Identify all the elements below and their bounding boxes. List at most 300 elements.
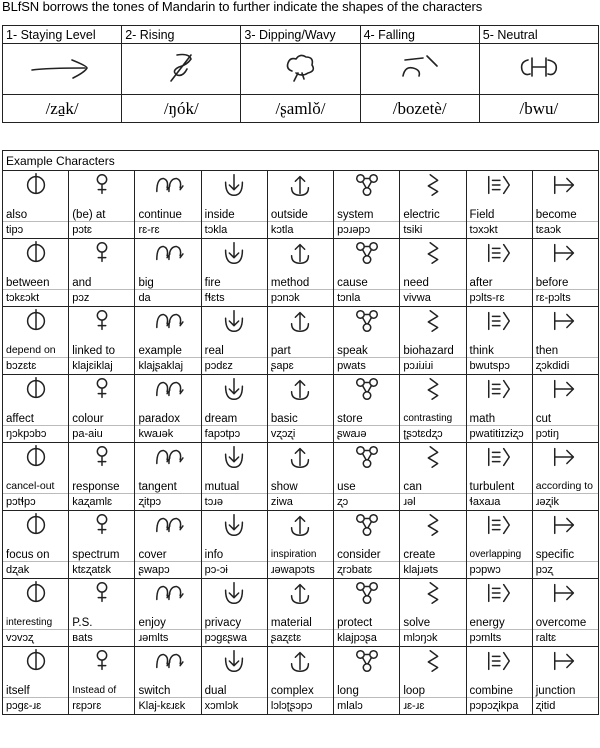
character-pronunciation: pɔtɛ [69,222,135,239]
character-glyph-icon [548,511,582,539]
character-pronunciation: bɔzɛtɛ [3,358,69,375]
character-glyph-cell [201,579,267,613]
character-glyph-cell [532,375,598,409]
character-glyph-icon [217,239,251,267]
character-meaning: speak [334,340,400,358]
character-pronunciation: pɔtiŋ [532,426,598,443]
character-glyph-cell [135,171,201,205]
character-meaning: example [135,340,201,358]
character-meaning: overcome [532,612,598,630]
character-glyph-cell [69,579,135,613]
character-glyph-cell [466,171,532,205]
character-glyph-icon [85,307,119,335]
character-glyph-cell [400,171,466,205]
character-glyph-icon [283,579,317,607]
character-meaning: real [201,340,267,358]
character-meaning: specific [532,544,598,562]
character-glyph-cell [267,511,333,545]
character-pronunciation: bwutspɔ [466,358,532,375]
character-glyph-cell [3,443,69,477]
character-glyph-cell [400,375,466,409]
character-meaning: long [334,680,400,698]
character-glyph-cell [400,579,466,613]
character-glyph-cell [135,239,201,273]
character-meaning: contrasting [400,408,466,426]
character-glyph-icon [482,647,516,675]
character-pronunciation: ziwa [267,494,333,511]
character-meaning: after [466,272,532,290]
character-meaning: Instead of [69,680,135,698]
character-glyph-icon [482,511,516,539]
character-pronunciation: ʈʂɔtɛdʐɔ [400,426,466,443]
character-meaning: system [334,204,400,222]
character-glyph-icon [416,443,450,471]
character-meaning: math [466,408,532,426]
character-glyph-cell [267,307,333,341]
character-glyph-icon [283,307,317,335]
character-pronunciation: vʐɔʐi [267,426,333,443]
character-meaning: cut [532,408,598,426]
character-glyph-cell [267,171,333,205]
character-glyph-icon [151,443,185,471]
meaning-row [3,340,599,358]
character-meaning: create [400,544,466,562]
character-glyph-icon [283,647,317,675]
character-pronunciation: ʐitpɔ [135,494,201,511]
character-glyph-icon [151,171,185,199]
character-glyph-cell [334,511,400,545]
character-glyph-icon [482,579,516,607]
pronunciation-row [3,426,599,443]
character-pronunciation: pɔgɛ-ɹɛ [3,698,69,715]
tone-ipa: /za̠k/ [3,95,122,123]
character-glyph-cell [532,307,598,341]
character-pronunciation: tsiki [400,222,466,239]
character-pronunciation: pwatitiɪzɨʐɔ [466,426,532,443]
character-glyph-icon [85,443,119,471]
character-glyph-icon [85,511,119,539]
character-pronunciation: tɔnla [334,290,400,307]
character-pronunciation: pɔ-ɔɨ [201,562,267,579]
character-glyph-cell [135,511,201,545]
character-pronunciation: tɔkla [201,222,267,239]
tone-header: 5- Neutral [479,26,598,44]
character-glyph-cell [201,375,267,409]
character-glyph-icon [416,239,450,267]
character-glyph-icon [151,579,185,607]
character-glyph-icon [85,579,119,607]
character-pronunciation: pɔnɔk [267,290,333,307]
character-glyph-icon [217,511,251,539]
character-glyph-icon [482,443,516,471]
character-meaning: electric [400,204,466,222]
character-pronunciation: ʐitid [532,698,598,715]
character-glyph-cell [400,511,466,545]
character-glyph-icon [151,511,185,539]
character-pronunciation: kɔtla [267,222,333,239]
character-glyph-cell [201,171,267,205]
meaning-row [3,408,599,426]
character-glyph-icon [19,443,53,471]
character-meaning: continue [135,204,201,222]
tone-header: 3- Dipping/Wavy [241,26,360,44]
character-glyph-cell [69,511,135,545]
character-pronunciation: ʐɔkdidi [532,358,598,375]
character-glyph-cell [532,171,598,205]
character-meaning: info [201,544,267,562]
character-glyph-cell [267,647,333,681]
character-glyph-cell [3,171,69,205]
character-glyph-icon [19,375,53,403]
character-meaning: dream [201,408,267,426]
character-glyph-cell [334,647,400,681]
character-pronunciation: pɔʐ [532,562,598,579]
tone-header: 4- Falling [360,26,479,44]
character-glyph-cell [69,443,135,477]
character-meaning: biohazard [400,340,466,358]
character-glyph-icon [85,239,119,267]
character-glyph-cell [466,307,532,341]
character-glyph-cell [466,239,532,273]
character-meaning: enjoy [135,612,201,630]
character-glyph-icon [482,239,516,267]
character-glyph-icon [85,375,119,403]
character-pronunciation: tɔɹə [201,494,267,511]
character-meaning: energy [466,612,532,630]
character-pronunciation: klajɛiklaj [69,358,135,375]
pronunciation-row [3,290,599,307]
pronunciation-row [3,358,599,375]
character-glyph-cell [3,579,69,613]
character-meaning: response [69,476,135,494]
character-glyph-icon [350,239,384,267]
character-pronunciation: raltɛ [532,630,598,647]
character-glyph-cell [532,647,598,681]
tone-dipping-glyph [280,51,320,83]
character-pronunciation: lɔlɔʈʂɔpɔ [267,698,333,715]
character-glyph-icon [416,579,450,607]
character-glyph-cell [201,647,267,681]
tone-glyph-cell [241,44,360,95]
character-pronunciation: fɬɛts [201,290,267,307]
character-glyph-cell [532,443,598,477]
character-meaning: big [135,272,201,290]
character-pronunciation: rɛ-rɛ [135,222,201,239]
glyph-row [3,443,599,477]
glyph-row [3,579,599,613]
character-glyph-icon [416,171,450,199]
character-meaning: interesting [3,612,69,630]
character-pronunciation: pɔlts-rɛ [466,290,532,307]
glyph-row [3,171,599,205]
character-glyph-cell [201,443,267,477]
character-pronunciation: pɔpɔʐikpa [466,698,532,715]
tone-glyph-cell [3,44,122,95]
glyph-row [3,511,599,545]
character-glyph-cell [400,307,466,341]
character-meaning: cause [334,272,400,290]
character-glyph-icon [416,511,450,539]
character-glyph-cell [135,443,201,477]
character-pronunciation: vɔvɔʐ [3,630,69,647]
character-glyph-cell [3,239,69,273]
character-glyph-cell [334,239,400,273]
character-glyph-icon [19,579,53,607]
character-glyph-icon [350,307,384,335]
character-pronunciation: ŋɔkpɔbɔ [3,426,69,443]
character-glyph-icon [283,171,317,199]
character-glyph-icon [350,579,384,607]
character-meaning: cover [135,544,201,562]
character-pronunciation: klajʂaklaj [135,358,201,375]
character-meaning: and [69,272,135,290]
character-meaning: according to [532,476,598,494]
character-glyph-cell [3,647,69,681]
character-meaning: material [267,612,333,630]
character-glyph-icon [548,443,582,471]
tone-neutral-glyph [516,52,562,82]
character-glyph-cell [267,443,333,477]
character-pronunciation: ʂaʐɛtɛ [267,630,333,647]
character-pronunciation: pɔmlts [466,630,532,647]
character-meaning: affect [3,408,69,426]
character-glyph-cell [400,647,466,681]
meaning-row [3,612,599,630]
character-meaning: show [267,476,333,494]
character-meaning: can [400,476,466,494]
tone-glyph-cell [479,44,598,95]
character-meaning: paradox [135,408,201,426]
character-glyph-cell [466,443,532,477]
character-glyph-cell [201,239,267,273]
character-glyph-icon [283,239,317,267]
character-pronunciation: rɛpɔrɛ [69,698,135,715]
character-glyph-cell [400,239,466,273]
tone-ipa: /ʂamlǒ/ [241,95,360,123]
character-meaning: consider [334,544,400,562]
tone-level-glyph [27,52,97,82]
example-characters-table [2,150,599,715]
character-meaning: switch [135,680,201,698]
character-glyph-icon [283,443,317,471]
character-pronunciation: ʂwaɹə [334,426,400,443]
character-glyph-icon [416,307,450,335]
character-glyph-icon [548,579,582,607]
character-glyph-cell [466,511,532,545]
glyph-row [3,239,599,273]
character-meaning: complex [267,680,333,698]
character-pronunciation: ɹəʐik [532,494,598,511]
character-pronunciation: vivwa [400,290,466,307]
character-pronunciation: ʂapɛ [267,358,333,375]
character-glyph-cell [201,511,267,545]
character-meaning: outside [267,204,333,222]
pronunciation-row [3,630,599,647]
character-meaning: privacy [201,612,267,630]
character-pronunciation: ɹəmlts [135,630,201,647]
character-glyph-icon [416,647,450,675]
character-meaning: protect [334,612,400,630]
character-glyph-icon [151,647,185,675]
character-pronunciation: Klaj-kɛɹɛk [135,698,201,715]
meaning-row [3,272,599,290]
character-meaning: become [532,204,598,222]
character-meaning: mutual [201,476,267,494]
character-glyph-icon [350,171,384,199]
tones-table [2,25,599,123]
character-meaning: depend on [3,340,69,358]
character-pronunciation: tipɔ [3,222,69,239]
character-glyph-icon [217,647,251,675]
character-glyph-cell [334,375,400,409]
tone-rising-glyph [161,49,201,85]
tone-ipa: /ŋók/ [122,95,241,123]
character-glyph-icon [85,647,119,675]
character-pronunciation: tɛaɔk [532,222,598,239]
character-glyph-cell [267,239,333,273]
character-pronunciation: pɔɹiɹiɹi [400,358,466,375]
character-glyph-icon [548,307,582,335]
character-meaning: think [466,340,532,358]
character-pronunciation: ʙats [69,630,135,647]
character-glyph-cell [532,511,598,545]
character-glyph-cell [69,171,135,205]
character-glyph-icon [217,443,251,471]
character-glyph-icon [548,375,582,403]
character-glyph-icon [217,375,251,403]
character-glyph-icon [217,307,251,335]
character-glyph-cell [135,307,201,341]
character-pronunciation: ʐrɔbatɛ [334,562,400,579]
character-pronunciation: ɹəwapɔts [267,562,333,579]
character-pronunciation: fapɔtpɔ [201,426,267,443]
tone-falling-glyph [397,52,443,82]
character-glyph-cell [400,443,466,477]
character-glyph-cell [69,647,135,681]
character-meaning: cancel-out [3,476,69,494]
character-pronunciation: kaʐamlɛ [69,494,135,511]
character-glyph-cell [135,375,201,409]
character-meaning: Field [466,204,532,222]
examples-caption: Example Characters [3,151,599,171]
character-glyph-icon [19,239,53,267]
glyph-row [3,375,599,409]
character-meaning: need [400,272,466,290]
character-glyph-cell [267,375,333,409]
character-meaning: overlapping [466,544,532,562]
character-meaning: fire [201,272,267,290]
character-pronunciation: ɹəl [400,494,466,511]
character-glyph-cell [3,307,69,341]
character-pronunciation: tɔkɛɔkt [3,290,69,307]
meaning-row [3,544,599,562]
character-glyph-cell [466,647,532,681]
character-pronunciation: pɔɹəpɔ [334,222,400,239]
character-glyph-cell [3,375,69,409]
character-glyph-icon [350,375,384,403]
character-glyph-cell [3,511,69,545]
character-meaning: use [334,476,400,494]
character-glyph-icon [151,239,185,267]
character-pronunciation: ɹɛ-ɹɛ [400,698,466,715]
character-glyph-icon [283,511,317,539]
character-meaning: focus on [3,544,69,562]
character-meaning: dual [201,680,267,698]
character-pronunciation: pwats [334,358,400,375]
character-meaning: inspiration [267,544,333,562]
character-glyph-cell [334,307,400,341]
character-glyph-icon [217,171,251,199]
character-glyph-cell [532,579,598,613]
character-meaning: (be) at [69,204,135,222]
character-glyph-icon [548,647,582,675]
character-pronunciation: pɔz [69,290,135,307]
character-pronunciation: dʐak [3,562,69,579]
character-glyph-icon [283,375,317,403]
character-meaning: loop [400,680,466,698]
glyph-row [3,647,599,681]
tone-header: 2- Rising [122,26,241,44]
character-glyph-cell [267,579,333,613]
character-glyph-icon [151,375,185,403]
character-meaning: combine [466,680,532,698]
character-meaning: inside [201,204,267,222]
character-meaning: part [267,340,333,358]
character-meaning: before [532,272,598,290]
character-meaning: itself [3,680,69,698]
character-pronunciation: pɔtɬpɔ [3,494,69,511]
character-pronunciation: mlalɔ [334,698,400,715]
character-glyph-icon [19,307,53,335]
character-glyph-icon [416,375,450,403]
tone-ipa: /bozetè/ [360,95,479,123]
character-glyph-icon [482,307,516,335]
tone-ipa: /bwu/ [479,95,598,123]
character-glyph-icon [548,239,582,267]
character-pronunciation: xɔmlɔk [201,698,267,715]
character-pronunciation: da [135,290,201,307]
tone-glyph-cell [360,44,479,95]
tone-header: 1- Staying Level [3,26,122,44]
meaning-row [3,476,599,494]
character-meaning: tangent [135,476,201,494]
character-pronunciation: ɬaxaɹa [466,494,532,511]
glyph-row [3,307,599,341]
character-glyph-cell [69,239,135,273]
character-pronunciation: klajɹəts [400,562,466,579]
character-pronunciation: pɔpwɔ [466,562,532,579]
character-pronunciation: tɔxɔkt [466,222,532,239]
character-glyph-icon [350,443,384,471]
character-glyph-cell [466,579,532,613]
tone-glyph-cell [122,44,241,95]
character-glyph-cell [69,307,135,341]
character-glyph-icon [85,171,119,199]
character-glyph-cell [135,647,201,681]
pronunciation-row [3,698,599,715]
character-meaning: store [334,408,400,426]
character-glyph-cell [334,579,400,613]
character-pronunciation: pɔgɛʂwa [201,630,267,647]
character-glyph-cell [69,375,135,409]
character-meaning: method [267,272,333,290]
character-meaning: between [3,272,69,290]
character-pronunciation: mlɔŋɔk [400,630,466,647]
character-glyph-cell [334,171,400,205]
character-meaning: linked to [69,340,135,358]
character-glyph-icon [482,375,516,403]
character-glyph-cell [201,307,267,341]
